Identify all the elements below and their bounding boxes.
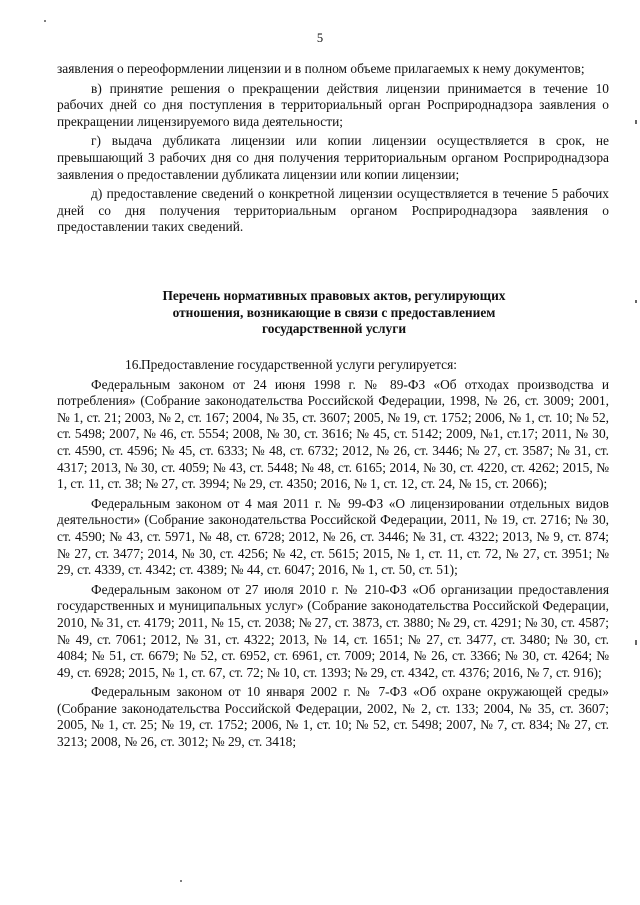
scan-dot — [44, 20, 46, 22]
scan-edge-mark — [635, 300, 637, 303]
paragraph-item-v: в) принятие решения о прекращении действия лицензии принимается в течение 10 рабочих дней со дня поступления в территориальный орган Росприроднадзора заявления о прекращении лицензируемого вида деятельности; — [57, 80, 609, 129]
scan-dot — [180, 880, 182, 882]
paragraph-item-d: д) предоставление сведений о конкретной лицензии осуществляется в течение 5 рабочих дней со дня получения территориальным органом Росприроднадзора заявления о предоставлении таких сведений. — [57, 186, 609, 235]
item-number: 16. — [125, 357, 142, 372]
law-210-fz-paragraph: Федеральным законом от 27 июля 2010 г. № 210-ФЗ «Об организации предоставления государственных и муниципальных услуг» (Собрание законодательства Российской Федерации, 2010, № 31, ст. 4179; 2011, № 15, ст. 2038; № 27, ст. 3873, ст. 3880; № 29, ст. 4291; № 30, ст. 4587; № 49, ст. 7061; 2012, № 31, ст. 4322; 2013, № 14, ст. 1651; № 27, ст. 3477, ст. 3480; № 30, ст. 4084; № 51, ст. 6679; № 52, ст. 6952, ст. 6961, ст. 7009; 2014, № 26, ст. 3366; № 30, ст. 4264; № 49, ст. 6928; 2015, № 1, ст. 67, ст. 72; № 10, ст. 1393; № 29, ст. 4342, ст. 4376; 2016, № 7, ст. 916); — [57, 581, 609, 680]
law-89-fz-paragraph: Федеральным законом от 24 июня 1998 г. № 89-ФЗ «Об отходах производства и потребления» (Собрание законодательства Российской Федерации, 1998, № 26, ст. 3009; 2001, № 1, ст. 21; 2003, № 2, ст. 167; 2004, № 35, ст. 3607; 2005, № 19, ст. 1752; 2006, № 1, ст. 10; № 52, ст. 5498; 2007, № 46, ст. 5554; 2008, № 30, ст. 3616; № 45, ст. 5142; 2009, №1, ст.17; 2011, № 30, ст. 4590, ст. 4596; № 45, ст. 6333; № 48, ст. 6732; 2012, № 26, ст. 3446; № 27, ст. 3587; № 31, ст. 4317; 2013, № 30, ст. 4059; № 43, ст. 5448; № 48, ст. 6165; 2014, № 30, ст. 4220, ст. 4262; 2015, № 1, ст. 11, ст. 38; № 27, ст. 3994; № 29, ст. 4350; 2016, № 1, ст. 12, ст. 24, № 15, ст. 2066); — [57, 376, 609, 492]
top-text-block — [57, 61, 609, 239]
section-heading-line: отношения, возникающие в связи с предоставлением — [172, 304, 496, 320]
laws-text-block — [57, 357, 609, 754]
item-16-paragraph — [57, 357, 609, 374]
section-heading-line: государственной услуги — [261, 321, 407, 337]
section-heading-line: Перечень нормативных правовых актов, регулирующих — [162, 288, 506, 303]
law-99-fz-paragraph: Федеральным законом от 4 мая 2011 г. № 99-ФЗ «О лицензировании отдельных видов деятельности» (Собрание законодательства Российской Федерации, 2011, № 19, ст. 2716; № 30, ст. 4590; № 43, ст. 5971, № 48, ст. 6728; 2012, № 26, ст. 3446; № 31, ст. 4322; 2013, № 9, ст. 874; № 27, ст. 3477; 2014, № 30, ст. 4256; № 42, ст. 5615; 2015, № 1, ст. 11, ст. 72, № 27, ст. 3951; № 29, ст. 4339, ст. 4342; ст. 4389; № 44, ст. 6047; 2016, № 1, ст. 50, ст. 51); — [57, 495, 609, 578]
item-16-text: Предоставление государственной услуги регулируется: — [141, 357, 457, 372]
page-number: 5 — [316, 31, 324, 45]
paragraph-continuation: заявления о переоформлении лицензии и в полном объеме прилагаемых к нему документов; — [57, 61, 585, 76]
scan-edge-mark — [635, 640, 637, 645]
paragraph-item-g: г) выдача дубликата лицензии или копии лицензии осуществляется в срок, не превышающий 3 рабочих дня со дня получения территориальным органом Росприроднадзора заявления о предоставлении дубликата лицензии или копии лицензии; — [57, 133, 609, 182]
law-7-fz-paragraph: Федеральным законом от 10 января 2002 г. № 7-ФЗ «Об охране окружающей среды» (Собрание законодательства Российской Федерации, 2002, № 2, ст. 133; 2004, № 35, ст. 3607; 2005, № 1, ст. 25; № 19, ст. 1752; 2006, № 1, ст. 10; № 52, ст. 5498; 2007, № 7, ст. 834; № 27, ст. 3213; 2008, № 26, ст. 3012; № 29, ст. 3418; — [57, 684, 609, 750]
scan-edge-mark — [635, 120, 637, 124]
section-heading — [108, 288, 560, 338]
